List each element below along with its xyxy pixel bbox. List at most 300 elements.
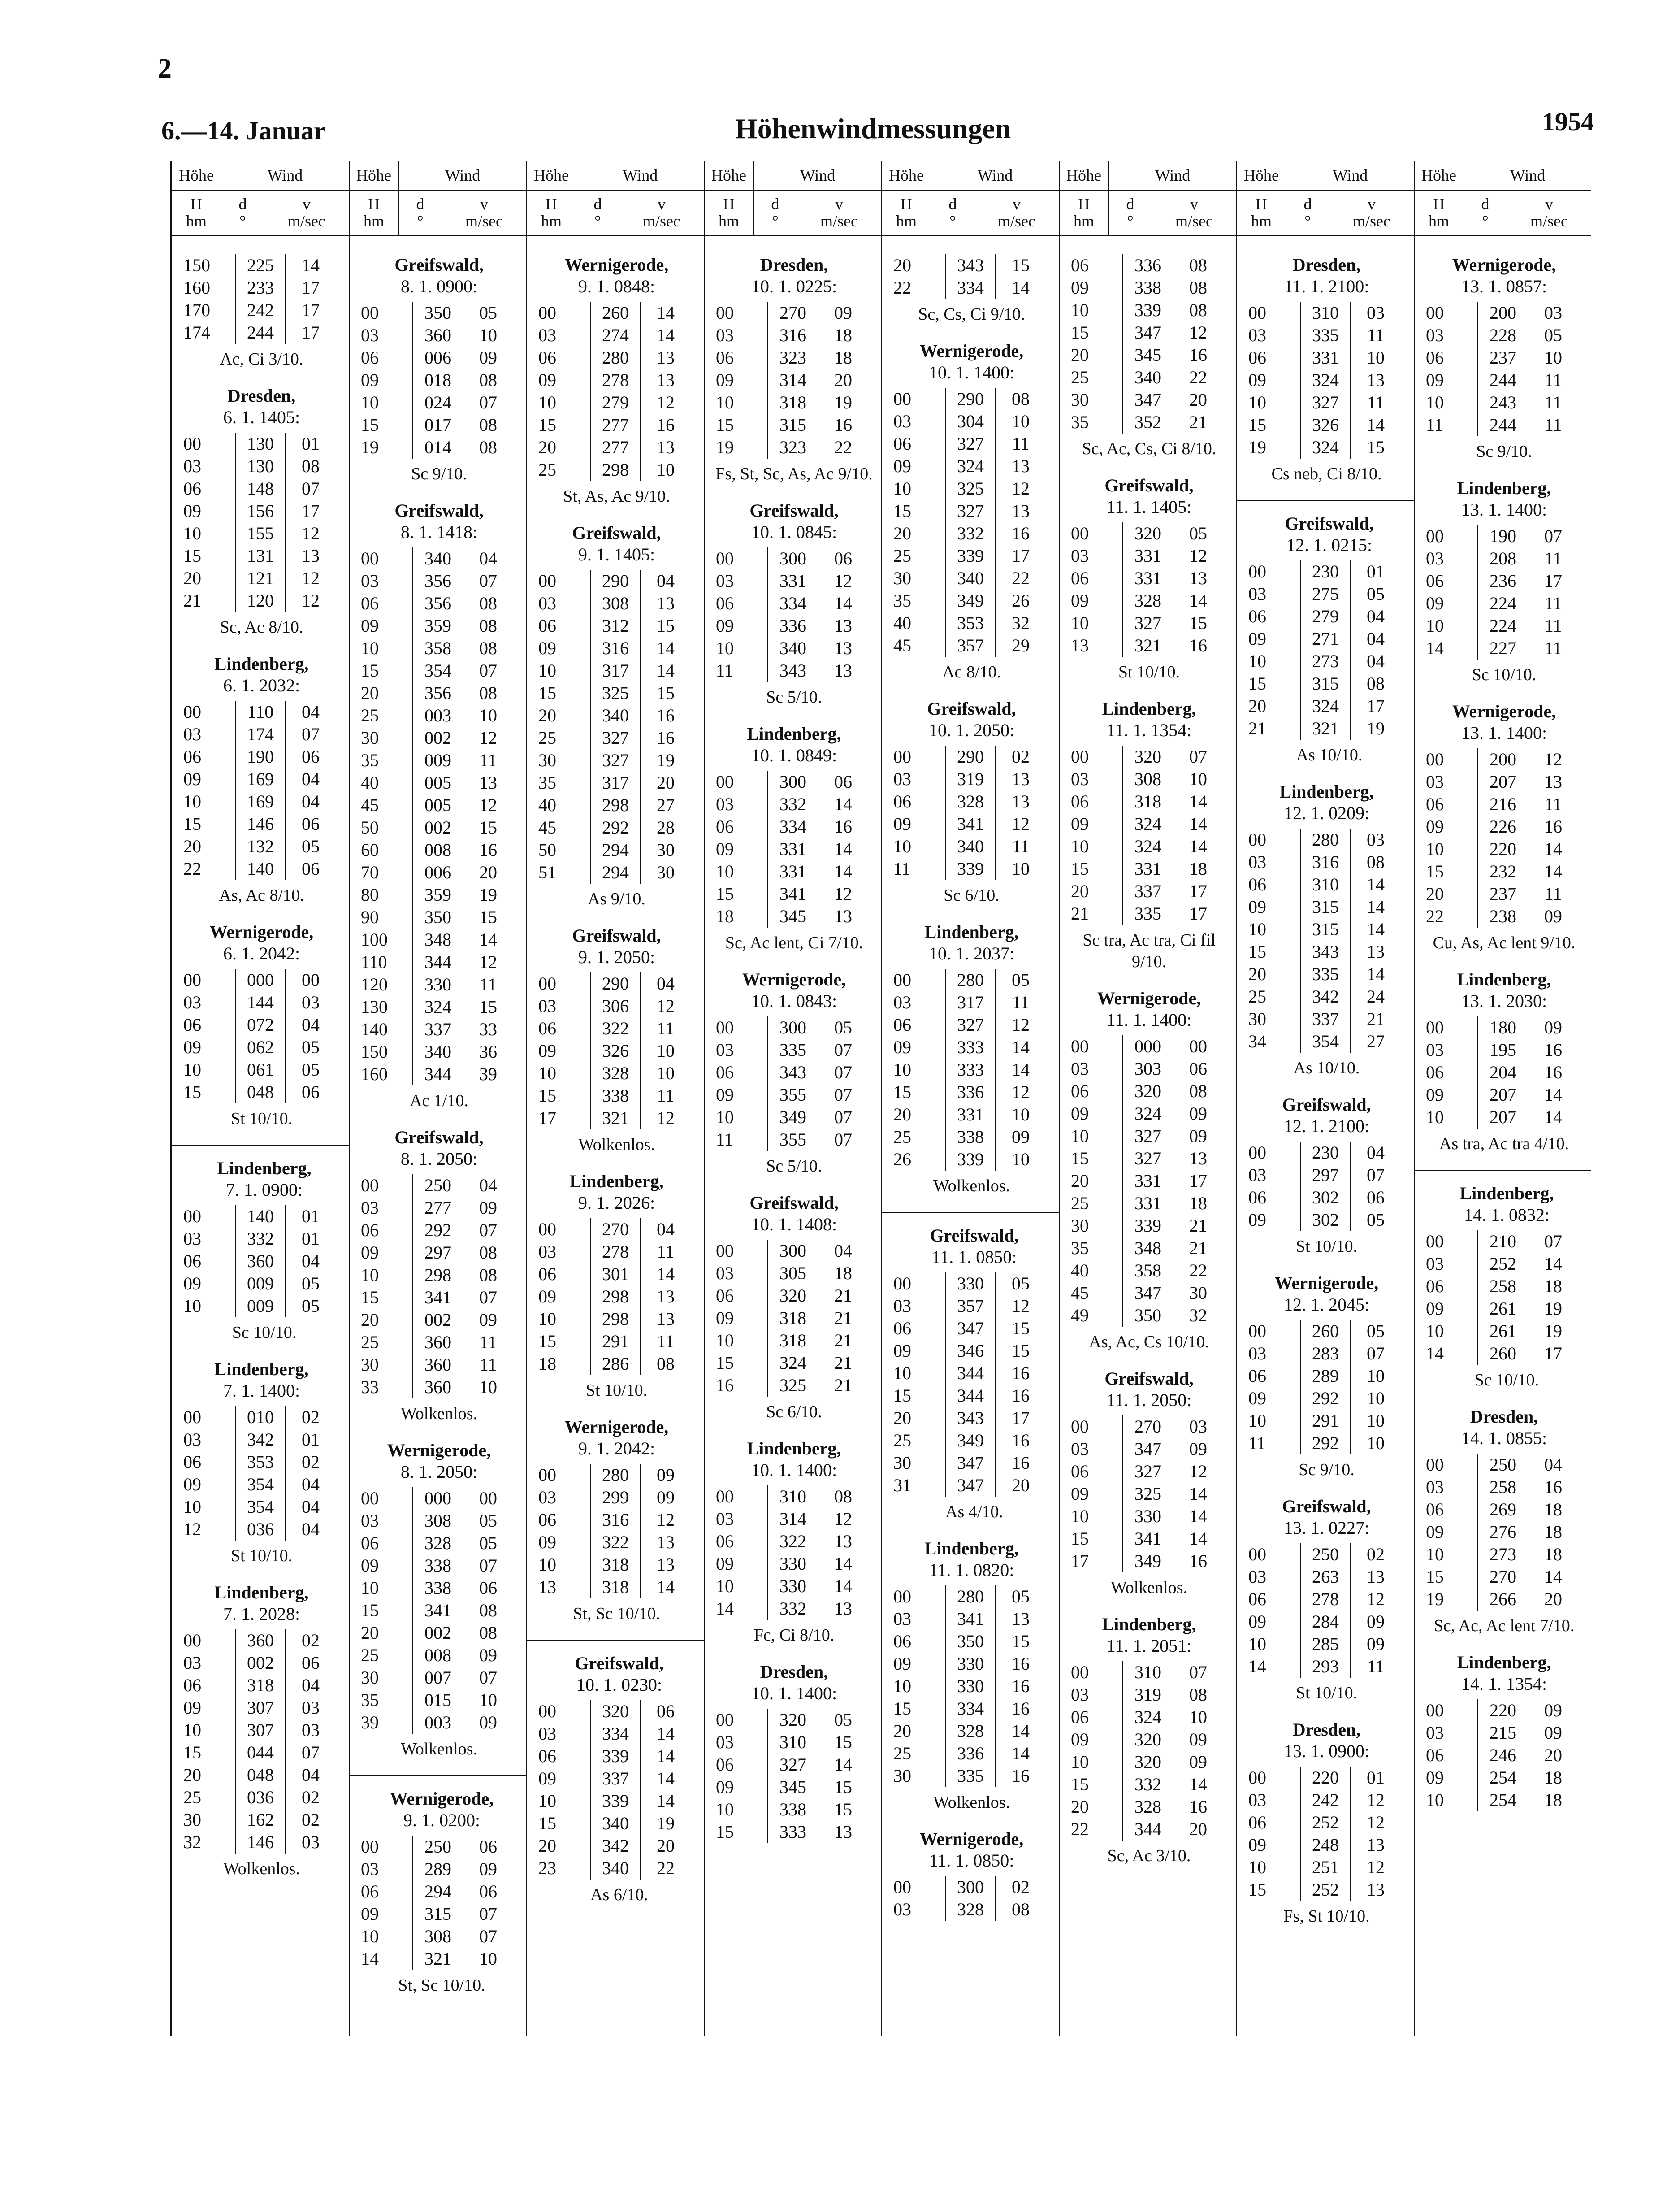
speed-value: 03 <box>285 991 335 1014</box>
direction-value: 220 <box>1477 1699 1528 1722</box>
height-value: 25 <box>893 546 911 566</box>
height-value: 22 <box>1426 906 1444 926</box>
height-value: 12 <box>183 1519 201 1539</box>
table-row <box>180 1786 343 1809</box>
table-row <box>1245 1811 1408 1834</box>
header-d <box>754 191 797 235</box>
height-value: 03 <box>1248 1165 1266 1185</box>
table-row <box>712 1262 876 1285</box>
sounding-time: 8. 1. 0900: <box>400 276 478 296</box>
direction-value: 236 <box>1477 570 1528 592</box>
direction-value: 300 <box>767 771 818 793</box>
speed-value: 11 <box>995 835 1045 858</box>
direction-value: 331 <box>767 838 818 860</box>
table-row <box>1422 1230 1591 1253</box>
height-value: 00 <box>1426 1017 1444 1038</box>
height-value: 00 <box>893 1273 911 1294</box>
sounding-time: 10. 1. 1400: <box>751 1683 837 1703</box>
table-row <box>1422 1061 1586 1084</box>
direction-value: 110 <box>235 701 285 723</box>
height-value: 00 <box>183 970 201 990</box>
direction-value: 312 <box>590 615 640 637</box>
direction-value: 246 <box>1477 1744 1528 1767</box>
height-value: 06 <box>1071 1461 1089 1481</box>
table-row <box>535 682 698 704</box>
height-value: 10 <box>183 523 201 543</box>
direction-value: 328 <box>1122 1796 1173 1818</box>
header-d-label: d <box>771 195 779 213</box>
direction-value: 261 <box>1477 1298 1528 1320</box>
direction-value: 324 <box>412 996 463 1018</box>
table-row <box>535 1308 698 1330</box>
table-row <box>712 793 876 816</box>
sounding-time: 10. 1. 2050: <box>928 720 1015 740</box>
table-row <box>357 1264 521 1286</box>
table-row <box>180 254 343 277</box>
height-value: 06 <box>1426 1062 1444 1082</box>
speed-value: 10 <box>1350 1365 1400 1387</box>
table-row <box>180 723 343 746</box>
speed-value: 11 <box>1350 324 1400 347</box>
cloud-note: St 10/10. <box>230 1546 293 1565</box>
speed-value: 01 <box>285 1205 335 1228</box>
height-value: 20 <box>893 1104 911 1124</box>
direction-value: 347 <box>1122 1282 1173 1304</box>
station-name: Greifswald, <box>1285 513 1374 534</box>
direction-value: 005 <box>412 772 463 794</box>
column-body <box>172 236 349 1880</box>
direction-value: 244 <box>1477 414 1528 436</box>
table-row <box>890 835 1053 858</box>
header-v-label: v <box>1545 195 1553 213</box>
speed-value: 16 <box>640 704 690 727</box>
speed-value: 32 <box>1173 1304 1223 1327</box>
height-value: 160 <box>361 1064 388 1084</box>
table-column <box>1237 161 1415 2036</box>
direction-value: 226 <box>1477 816 1528 838</box>
height-value: 174 <box>183 322 210 343</box>
table-row <box>357 1354 521 1376</box>
table-row <box>1067 277 1231 299</box>
sounding-time: 12. 1. 0215: <box>1286 535 1373 555</box>
header-hoehe: Höhe <box>882 161 931 190</box>
speed-value: 15 <box>1173 612 1223 634</box>
speed-value: 03 <box>1350 302 1400 324</box>
height-value: 19 <box>1426 1589 1444 1609</box>
table-row <box>1245 1834 1408 1856</box>
direction-value: 337 <box>412 1018 463 1041</box>
cloud-note: As, Ac 8/10. <box>219 886 304 905</box>
sounding-block <box>1422 701 1586 954</box>
sounding-block <box>712 1438 876 1646</box>
table-row <box>1422 302 1586 324</box>
direction-value: 006 <box>412 861 463 884</box>
height-value: 09 <box>1248 1835 1266 1855</box>
direction-value: 242 <box>1300 1789 1350 1811</box>
height-value: 03 <box>1248 1790 1266 1810</box>
height-value: 03 <box>893 1609 911 1629</box>
table-row <box>1067 1460 1231 1483</box>
table-row <box>1067 1192 1231 1215</box>
sounding-rows <box>712 302 876 459</box>
height-value: 09 <box>893 814 911 834</box>
speed-value: 16 <box>995 1362 1045 1385</box>
direction-value: 332 <box>767 793 818 816</box>
direction-value: 270 <box>767 302 818 324</box>
sounding-time: 11. 1. 0850: <box>931 1247 1017 1267</box>
height-value: 10 <box>716 638 734 658</box>
direction-value: 024 <box>412 391 463 414</box>
height-value: 10 <box>716 1107 734 1127</box>
header-subrow <box>1059 191 1236 235</box>
header-v-unit: m/sec <box>465 212 503 230</box>
direction-value: 320 <box>1122 1751 1173 1773</box>
direction-value: 269 <box>1477 1498 1528 1521</box>
header-hoehe: Höhe <box>527 161 576 190</box>
height-value: 09 <box>361 370 379 390</box>
speed-value: 10 <box>463 1948 513 1970</box>
header-h-unit: hm <box>718 212 739 230</box>
cloud-note: As 6/10. <box>590 1885 648 1904</box>
direction-value: 324 <box>1122 1706 1173 1728</box>
table-row <box>357 1689 521 1711</box>
sounding-rows <box>535 302 698 481</box>
height-value: 09 <box>893 1037 911 1057</box>
direction-value: 270 <box>1122 1415 1173 1438</box>
direction-value: 319 <box>945 768 995 790</box>
direction-value: 283 <box>1300 1342 1350 1365</box>
direction-value: 277 <box>590 414 640 436</box>
table-row <box>535 772 698 794</box>
height-value: 20 <box>1071 881 1089 901</box>
height-value: 15 <box>716 1822 734 1842</box>
direction-value: 300 <box>767 1240 818 1262</box>
table-row <box>535 592 698 615</box>
table-row <box>1067 1505 1231 1528</box>
table-row <box>180 701 343 723</box>
speed-value: 12 <box>285 590 335 612</box>
speed-value: 21 <box>1350 1008 1400 1030</box>
table-row <box>535 347 698 369</box>
speed-value: 10 <box>1350 1432 1400 1454</box>
sounding-rows <box>357 547 521 1085</box>
sounding-rows <box>357 1487 521 1734</box>
speed-value: 06 <box>285 858 335 880</box>
height-value: 35 <box>893 590 911 611</box>
table-row <box>357 1532 521 1554</box>
direction-value: 343 <box>945 1407 995 1429</box>
direction-value: 278 <box>590 369 640 391</box>
speed-value: 17 <box>1528 570 1578 592</box>
direction-value: 162 <box>235 1809 285 1831</box>
speed-value: 14 <box>1173 1505 1223 1528</box>
table-row <box>1245 1767 1408 1789</box>
column-header <box>704 161 881 236</box>
header-v-unit: m/sec <box>288 212 325 230</box>
table-row <box>712 1240 876 1262</box>
speed-value: 07 <box>463 391 513 414</box>
table-row <box>1067 1237 1231 1259</box>
table-row <box>535 794 698 816</box>
direction-value: 322 <box>767 1530 818 1553</box>
sounding-time: 10. 1. 0230: <box>576 1675 662 1695</box>
direction-value: 339 <box>945 545 995 567</box>
height-value: 09 <box>716 1085 734 1105</box>
speed-value: 05 <box>1173 522 1223 545</box>
speed-value: 32 <box>995 612 1045 634</box>
table-row <box>712 302 876 324</box>
direction-value: 337 <box>590 1767 640 1790</box>
table-row <box>1422 615 1586 637</box>
table-row <box>1422 1106 1586 1129</box>
height-value: 21 <box>1248 718 1266 738</box>
speed-value: 12 <box>1173 321 1223 344</box>
table-row <box>712 1285 876 1307</box>
speed-value: 33 <box>463 1018 513 1041</box>
table-row <box>357 1880 526 1903</box>
sounding-rows <box>1067 1035 1231 1327</box>
direction-value: 358 <box>412 637 463 660</box>
height-value: 14 <box>1426 638 1444 658</box>
direction-value: 339 <box>590 1745 640 1767</box>
speed-value: 16 <box>995 522 1045 545</box>
speed-value: 04 <box>463 547 513 570</box>
sounding-block <box>1422 1406 1586 1637</box>
table-row <box>890 1014 1053 1036</box>
sounding-time: 11. 1. 1354: <box>1106 720 1192 740</box>
table-row <box>890 500 1053 522</box>
direction-value: 360 <box>235 1629 285 1652</box>
header-d <box>1286 191 1329 235</box>
table-row <box>180 1652 343 1674</box>
height-value: 15 <box>716 884 734 904</box>
direction-value: 327 <box>1122 1125 1173 1147</box>
table-row <box>1067 903 1231 925</box>
speed-value: 15 <box>818 1776 868 1798</box>
direction-value: 132 <box>235 835 285 858</box>
direction-value: 273 <box>1300 650 1350 673</box>
station-name: Lindenberg, <box>214 1359 309 1379</box>
speed-value: 13 <box>1528 771 1578 793</box>
table-row <box>890 634 1053 657</box>
speed-value: 04 <box>1350 605 1400 628</box>
direction-value: 306 <box>590 995 640 1017</box>
sounding-block <box>1067 1614 1231 1867</box>
height-value: 09 <box>1071 1729 1089 1750</box>
height-value: 15 <box>1071 1148 1089 1168</box>
cloud-note: Sc, Ac, Ac lent 7/10. <box>1433 1616 1575 1635</box>
direction-value: 003 <box>412 1711 463 1734</box>
direction-value: 338 <box>945 1126 995 1148</box>
height-value: 06 <box>1426 571 1444 591</box>
table-row <box>180 455 343 478</box>
height-value: 00 <box>361 303 379 323</box>
direction-value: 252 <box>1300 1879 1350 1901</box>
speed-value: 14 <box>1528 1084 1578 1106</box>
height-value: 06 <box>361 1220 379 1240</box>
height-value: 150 <box>361 1042 388 1062</box>
speed-value: 10 <box>640 459 690 481</box>
height-value: 35 <box>361 750 379 770</box>
header-d-label: d <box>1481 195 1489 213</box>
height-value: 10 <box>183 1059 201 1080</box>
height-value: 10 <box>1426 1321 1444 1341</box>
header-h <box>882 191 931 235</box>
table-row <box>890 1630 1053 1653</box>
speed-value: 04 <box>463 1174 513 1197</box>
table-row <box>1067 411 1231 434</box>
height-value: 09 <box>183 1273 201 1294</box>
direction-value: 237 <box>1477 883 1528 905</box>
direction-value: 345 <box>767 905 818 928</box>
speed-value: 18 <box>1173 858 1223 880</box>
speed-value: 13 <box>640 347 690 369</box>
speed-value: 07 <box>463 1286 513 1309</box>
direction-value: 328 <box>945 790 995 813</box>
table-row <box>890 612 1053 634</box>
speed-value: 10 <box>463 324 513 347</box>
speed-value: 17 <box>285 299 335 321</box>
header-subrow <box>882 191 1059 235</box>
height-value: 15 <box>1248 415 1266 435</box>
sounding-rows <box>1422 748 1586 928</box>
table-row <box>1245 673 1414 695</box>
header-h <box>1059 191 1109 235</box>
table-row <box>535 1062 698 1085</box>
sounding-block <box>1067 988 1231 1353</box>
height-value: 06 <box>716 1531 734 1551</box>
header-v-label: v <box>1190 195 1198 213</box>
speed-value: 14 <box>1173 835 1223 858</box>
direction-value: 310 <box>1300 302 1350 324</box>
speed-value: 14 <box>995 1059 1045 1081</box>
table-row <box>1245 695 1414 717</box>
speed-value: 09 <box>463 1858 513 1880</box>
direction-value: 340 <box>590 1812 640 1835</box>
sounding-block <box>712 1661 876 1843</box>
cloud-note: As, Ac, Cs 10/10. <box>1089 1333 1209 1351</box>
height-value: 03 <box>1426 325 1444 345</box>
table-row <box>1245 1320 1408 1342</box>
height-value: 35 <box>538 773 556 793</box>
table-row <box>180 813 343 835</box>
speed-value: 14 <box>1528 838 1578 860</box>
sounding-block <box>890 921 1053 1197</box>
table-row <box>180 299 343 321</box>
header-wind: Wind <box>800 166 836 185</box>
table-row <box>1067 634 1231 657</box>
direction-value: 354 <box>412 660 463 682</box>
height-value: 09 <box>1426 593 1444 613</box>
table-row <box>180 1081 343 1103</box>
height-value: 03 <box>893 992 911 1012</box>
height-value: 06 <box>716 347 734 368</box>
table-row <box>535 1330 698 1353</box>
table-row <box>1067 1125 1231 1147</box>
cloud-note: Sc, Ac 8/10. <box>220 618 303 637</box>
direction-value: 190 <box>235 746 285 768</box>
station-name: Dresden, <box>1470 1407 1538 1427</box>
speed-value: 09 <box>1528 905 1578 928</box>
direction-value: 156 <box>235 500 285 522</box>
speed-value: 11 <box>1528 414 1578 436</box>
speed-value: 12 <box>640 1107 690 1129</box>
direction-value: 310 <box>767 1731 818 1754</box>
speed-value: 16 <box>1173 1796 1223 1818</box>
speed-value: 13 <box>818 1530 868 1553</box>
speed-value: 20 <box>640 1835 690 1857</box>
direction-value: 227 <box>1477 637 1528 660</box>
height-value: 03 <box>183 992 201 1012</box>
direction-value: 360 <box>235 1250 285 1272</box>
direction-value: 349 <box>1122 1550 1173 1572</box>
height-value: 06 <box>538 1264 556 1284</box>
speed-value: 11 <box>640 1241 690 1263</box>
speed-value: 10 <box>463 1689 513 1711</box>
table-row <box>1422 1016 1586 1039</box>
table-row <box>712 1039 876 1061</box>
header-d-label: d <box>1303 195 1312 213</box>
direction-value: 344 <box>412 1063 463 1085</box>
speed-value: 12 <box>1528 748 1578 771</box>
table-row <box>890 590 1053 612</box>
speed-value: 16 <box>1173 344 1223 366</box>
direction-value: 008 <box>412 1644 463 1667</box>
speed-value: 05 <box>285 835 335 858</box>
height-value: 20 <box>183 568 201 588</box>
table-row <box>712 615 876 637</box>
direction-value: 200 <box>1477 302 1528 324</box>
direction-value: 358 <box>1122 1259 1173 1282</box>
table-row <box>890 567 1053 590</box>
sounding-block <box>180 653 343 906</box>
height-value: 00 <box>1248 1321 1266 1341</box>
table-row <box>890 790 1053 813</box>
cloud-note: Sc, Ac 3/10. <box>1107 1846 1191 1865</box>
cloud-note: Sc tra, Ac tra, Ci fil 9/10. <box>1082 931 1216 971</box>
direction-value: 315 <box>1300 896 1350 918</box>
table-row <box>357 996 521 1018</box>
sounding-time: 10. 1. 1408: <box>751 1214 837 1234</box>
direction-value: 332 <box>1122 1773 1173 1796</box>
height-value: 00 <box>538 303 556 323</box>
speed-value: 07 <box>1528 525 1578 547</box>
direction-value: 220 <box>1300 1767 1350 1789</box>
height-value: 09 <box>361 1904 379 1924</box>
height-value: 20 <box>893 255 911 275</box>
height-value: 06 <box>1071 1081 1089 1101</box>
speed-value: 21 <box>1173 1237 1223 1259</box>
direction-value: 314 <box>767 369 818 391</box>
direction-value: 304 <box>945 410 995 433</box>
sounding-block <box>357 1127 521 1424</box>
speed-value: 14 <box>1173 1773 1223 1796</box>
table-row <box>1422 1342 1591 1365</box>
direction-value: 014 <box>412 436 463 459</box>
direction-value: 320 <box>1122 1080 1173 1103</box>
direction-value: 340 <box>590 1857 640 1880</box>
speed-value: 13 <box>640 436 690 459</box>
table-row <box>180 277 343 299</box>
table-row <box>357 682 521 704</box>
table-row <box>1067 321 1231 344</box>
header-h-unit: hm <box>1073 212 1094 230</box>
table-row <box>890 1653 1053 1675</box>
height-value: 10 <box>361 1265 379 1285</box>
height-value: 06 <box>1248 1187 1266 1207</box>
speed-value: 04 <box>1350 650 1400 673</box>
direction-value: 273 <box>1477 1543 1528 1566</box>
